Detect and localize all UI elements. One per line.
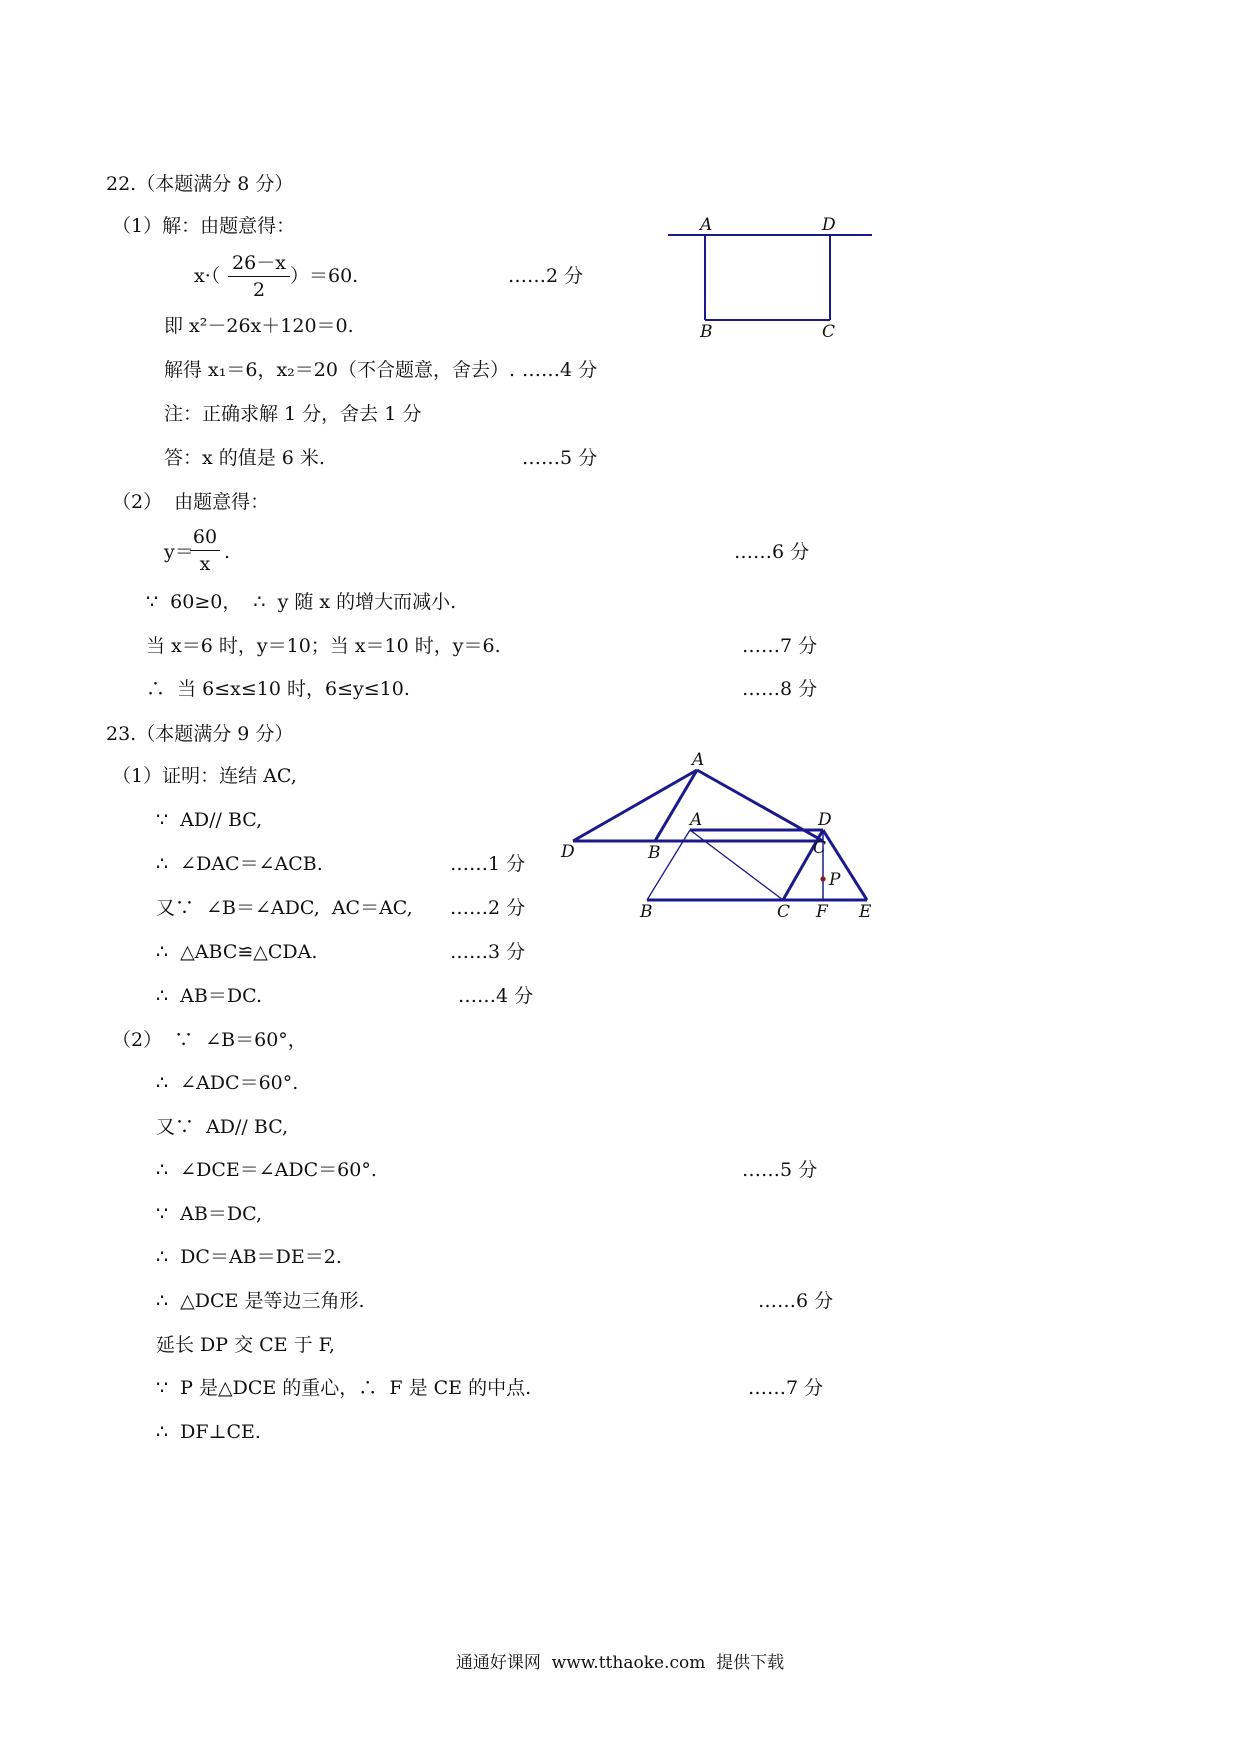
q22-eq2-numerator: 60	[192, 526, 218, 548]
q22-score-4: ……4 分	[522, 359, 598, 381]
q22-label-b: B	[700, 322, 713, 342]
q23-part1-label: （1）证明：连结 AC,	[112, 765, 297, 787]
q23-label-b2: B	[640, 902, 653, 922]
q22-label-c: C	[822, 322, 836, 342]
q23-score-1: ……1 分	[450, 853, 526, 875]
q23-trapezoid-figure	[555, 745, 890, 930]
q22-label-a: A	[700, 215, 713, 235]
fraction-bar	[228, 276, 290, 277]
q23-part2-label: （2） ∵ ∠B＝60°，	[112, 1029, 307, 1051]
q23-label-c2: C	[777, 902, 791, 922]
q23-m6: ∴ △DCE 是等边三角形.	[156, 1290, 365, 1312]
q22-line-ji: 即 x²－26x＋120＝0.	[164, 315, 354, 337]
q23-label-b1: B	[648, 843, 661, 863]
q23-m1: ∴ ∠ADC＝60°.	[156, 1072, 299, 1094]
q23-label-p: P	[829, 870, 841, 890]
q23-line-2: ∴ ∠DAC＝∠ACB.	[156, 853, 323, 875]
q23-m7: 延长 DP 交 CE 于 F,	[156, 1334, 335, 1356]
q23-label-a2: A	[690, 810, 703, 830]
q22-eq1-denominator: 2	[252, 279, 266, 301]
q23-m3: ∴ ∠DCE＝∠ADC＝60°.	[156, 1159, 377, 1181]
q22-score-2: ……2 分	[508, 265, 584, 287]
q22-label-d: D	[822, 215, 836, 235]
q23-m4: ∵ AB＝DC,	[156, 1203, 262, 1225]
q22-line-since: ∵ 60≥0， ∴ y 随 x 的增大而减小.	[146, 591, 457, 613]
q23-score-4: ……4 分	[458, 985, 534, 1007]
q22-rectangle-figure	[660, 210, 880, 350]
q22-line-therefore: ∴ 当 6≤x≤10 时，6≤y≤10.	[146, 678, 410, 700]
q22-score-8: ……8 分	[742, 678, 818, 700]
q23-m9: ∴ DF⊥CE.	[156, 1421, 261, 1443]
q23-line-1: ∵ AD// BC,	[156, 809, 263, 831]
q23-label-f: F	[816, 902, 828, 922]
q22-part2-label: （2） 由题意得：	[112, 491, 270, 513]
q22-score-5: ……5 分	[522, 447, 598, 469]
q23-label-d1: D	[561, 842, 575, 862]
q22-eq2-fraction	[190, 526, 220, 575]
q22-header: 22.（本题满分 8 分）	[106, 173, 294, 195]
q23-point-p	[820, 876, 825, 881]
q22-line-note: 注：正确求解 1 分，舍去 1 分	[164, 403, 422, 425]
q22-eq2-denominator: x	[199, 553, 211, 575]
q23-m8: ∵ P 是△DCE 的重心，∴ F 是 CE 的中点.	[156, 1377, 532, 1399]
q22-line-jiede: 解得 x₁＝6，x₂＝20（不合题意，舍去）.	[164, 359, 516, 381]
q23-header: 23.（本题满分 9 分）	[106, 723, 294, 745]
q23-score-3: ……3 分	[450, 941, 526, 963]
q23-score-5: ……5 分	[742, 1159, 818, 1181]
q23-seg-d1-a1	[573, 770, 697, 841]
q22-eq1-suffix: ）＝60.	[290, 265, 359, 287]
q23-score-2: ……2 分	[450, 897, 526, 919]
q23-score-7: ……7 分	[748, 1377, 824, 1399]
q22-eq2-suffix: .	[224, 541, 231, 563]
q23-label-d2: D	[818, 810, 832, 830]
q22-part1-label: （1）解：由题意得：	[112, 215, 296, 237]
q23-label-e: E	[859, 902, 872, 922]
q22-line-answer: 答：x 的值是 6 米.	[164, 447, 325, 469]
q23-score-6: ……6 分	[758, 1290, 834, 1312]
q23-line-3: 又∵ ∠B＝∠ADC, AC＝AC,	[156, 897, 413, 919]
q23-line-5: ∴ AB＝DC.	[156, 985, 262, 1007]
q23-m5: ∴ DC＝AB＝DE＝2.	[156, 1246, 342, 1268]
q22-score-7: ……7 分	[742, 635, 818, 657]
page-footer: 通通好课网 www.tthaoke.com 提供下载	[455, 1653, 785, 1673]
q22-eq1-numerator: 26－x	[232, 252, 286, 274]
q23-line-4: ∴ △ABC≌△CDA.	[156, 941, 318, 963]
q22-score-6: ……6 分	[734, 541, 810, 563]
q23-label-a1: A	[692, 750, 705, 770]
fraction-bar	[190, 550, 220, 551]
q22-line-when: 当 x＝6 时，y＝10；当 x＝10 时，y＝6.	[146, 635, 501, 657]
q22-eq1-fraction	[228, 252, 290, 301]
q23-label-c1: C	[813, 838, 827, 858]
q22-eq1-prefix: x·（	[194, 265, 221, 287]
q22-eq2-prefix: y＝	[164, 541, 194, 563]
q23-m2: 又∵ AD// BC,	[156, 1116, 289, 1138]
